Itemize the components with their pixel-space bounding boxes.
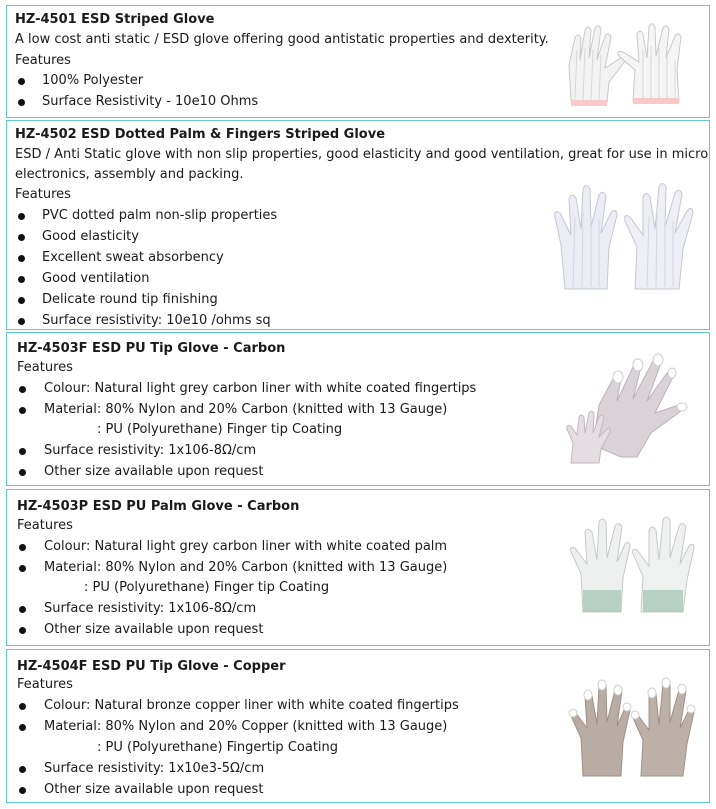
glove-icon bbox=[555, 186, 617, 290]
product-card-hz-4503f bbox=[6, 332, 710, 486]
product-description: ESD / Anti Static glove with non slip properties, good elasticity and good ventilation, great for use in micro bbox=[15, 147, 709, 162]
bullet-icon bbox=[19, 407, 26, 414]
bullet-icon bbox=[19, 386, 26, 393]
feature-item: Surface resistivity: 1x106-8Ω/cm bbox=[44, 601, 257, 616]
bullet-icon bbox=[18, 318, 25, 325]
feature-item: Material: 80% Nylon and 20% Copper (knitted with 13 Gauge) bbox=[44, 719, 448, 734]
product-title: HZ-4502 ESD Dotted Palm & Fingers Striped Glove bbox=[15, 127, 386, 142]
feature-item: PVC dotted palm non-slip properties bbox=[42, 208, 278, 223]
product-description: A low cost anti static / ESD glove offering good antistatic properties and dexterity. bbox=[15, 32, 549, 47]
feature-item: Material: 80% Nylon and 20% Carbon (knitted with 13 Gauge) bbox=[44, 560, 448, 575]
feature-item: Surface resistivity: 1x106-8Ω/cm bbox=[44, 443, 257, 458]
glove-icon bbox=[569, 680, 631, 776]
glove-icon bbox=[593, 354, 687, 457]
product-description: electronics, assembly and packing. bbox=[15, 167, 244, 182]
product-title: HZ-4503F ESD PU Tip Glove - Carbon bbox=[17, 341, 286, 356]
product-card-hz-4504f bbox=[6, 649, 710, 803]
feature-item: Surface resistivity: 1x10e3-5Ω/cm bbox=[44, 761, 265, 776]
features-label: Features bbox=[17, 677, 73, 692]
glove-icon bbox=[625, 184, 693, 290]
bullet-icon bbox=[18, 234, 25, 241]
bullet-icon bbox=[19, 787, 26, 794]
glove-icon bbox=[633, 517, 695, 612]
feature-item: Good ventilation bbox=[42, 271, 150, 286]
glove-icon bbox=[618, 24, 681, 104]
feature-item: Colour: Natural bronze copper liner with white coated fingertips bbox=[44, 698, 459, 713]
bullet-icon bbox=[18, 99, 25, 106]
feature-item: Colour: Natural light grey carbon liner with white coated palm bbox=[44, 539, 448, 554]
features-label: Features bbox=[15, 187, 71, 202]
product-photo bbox=[551, 177, 701, 295]
feature-item: Other size available upon request bbox=[44, 464, 264, 479]
bullet-icon bbox=[18, 297, 25, 304]
glove-icon bbox=[631, 678, 695, 776]
bullet-icon bbox=[19, 544, 26, 551]
feature-item-continuation: : PU (Polyurethane) Finger tip Coating bbox=[97, 422, 343, 437]
feature-item-continuation: : PU (Polyurethane) Fingertip Coating bbox=[97, 740, 339, 755]
feature-item: Material: 80% Nylon and 20% Carbon (knitted with 13 Gauge) bbox=[44, 402, 448, 417]
bullet-icon bbox=[18, 255, 25, 262]
product-card-hz-4503p bbox=[6, 489, 710, 646]
feature-item: 100% Polyester bbox=[42, 73, 144, 88]
bullet-icon bbox=[18, 213, 25, 220]
product-title: HZ-4503P ESD PU Palm Glove - Carbon bbox=[17, 499, 300, 514]
feature-item: Colour: Natural light grey carbon liner with white coated fingertips bbox=[44, 381, 477, 396]
bullet-icon bbox=[19, 448, 26, 455]
product-photo bbox=[563, 345, 711, 467]
feature-item: Other size available upon request bbox=[44, 622, 264, 637]
bullet-icon bbox=[18, 78, 25, 85]
product-card-hz-4501 bbox=[6, 5, 710, 118]
feature-item: Excellent sweat absorbency bbox=[42, 250, 224, 265]
product-photo bbox=[563, 20, 705, 110]
bullet-icon bbox=[19, 627, 26, 634]
features-label: Features bbox=[17, 518, 73, 533]
bullet-icon bbox=[19, 703, 26, 710]
feature-item: Other size available upon request bbox=[44, 782, 264, 797]
product-card-hz-4502 bbox=[6, 120, 710, 330]
product-title: HZ-4501 ESD Striped Glove bbox=[15, 12, 215, 27]
feature-item: Good elasticity bbox=[42, 229, 139, 244]
features-label: Features bbox=[15, 53, 71, 68]
product-photo bbox=[567, 512, 697, 616]
features-label: Features bbox=[17, 360, 73, 375]
feature-item: Surface resistivity: 10e10 /ohms sq bbox=[42, 313, 271, 328]
feature-item: Delicate round tip finishing bbox=[42, 292, 218, 307]
product-photo bbox=[567, 674, 697, 780]
bullet-icon bbox=[19, 469, 26, 476]
glove-icon bbox=[569, 26, 625, 106]
product-title: HZ-4504F ESD PU Tip Glove - Copper bbox=[17, 659, 286, 674]
glove-icon bbox=[571, 519, 631, 612]
bullet-icon bbox=[19, 724, 26, 731]
feature-item: Surface Resistivity - 10e10 Ohms bbox=[42, 94, 259, 109]
bullet-icon bbox=[19, 766, 26, 773]
bullet-icon bbox=[19, 565, 26, 572]
bullet-icon bbox=[19, 606, 26, 613]
feature-item-continuation: : PU (Polyurethane) Finger tip Coating bbox=[84, 580, 330, 595]
bullet-icon bbox=[18, 276, 25, 283]
glove-icon bbox=[567, 411, 610, 463]
